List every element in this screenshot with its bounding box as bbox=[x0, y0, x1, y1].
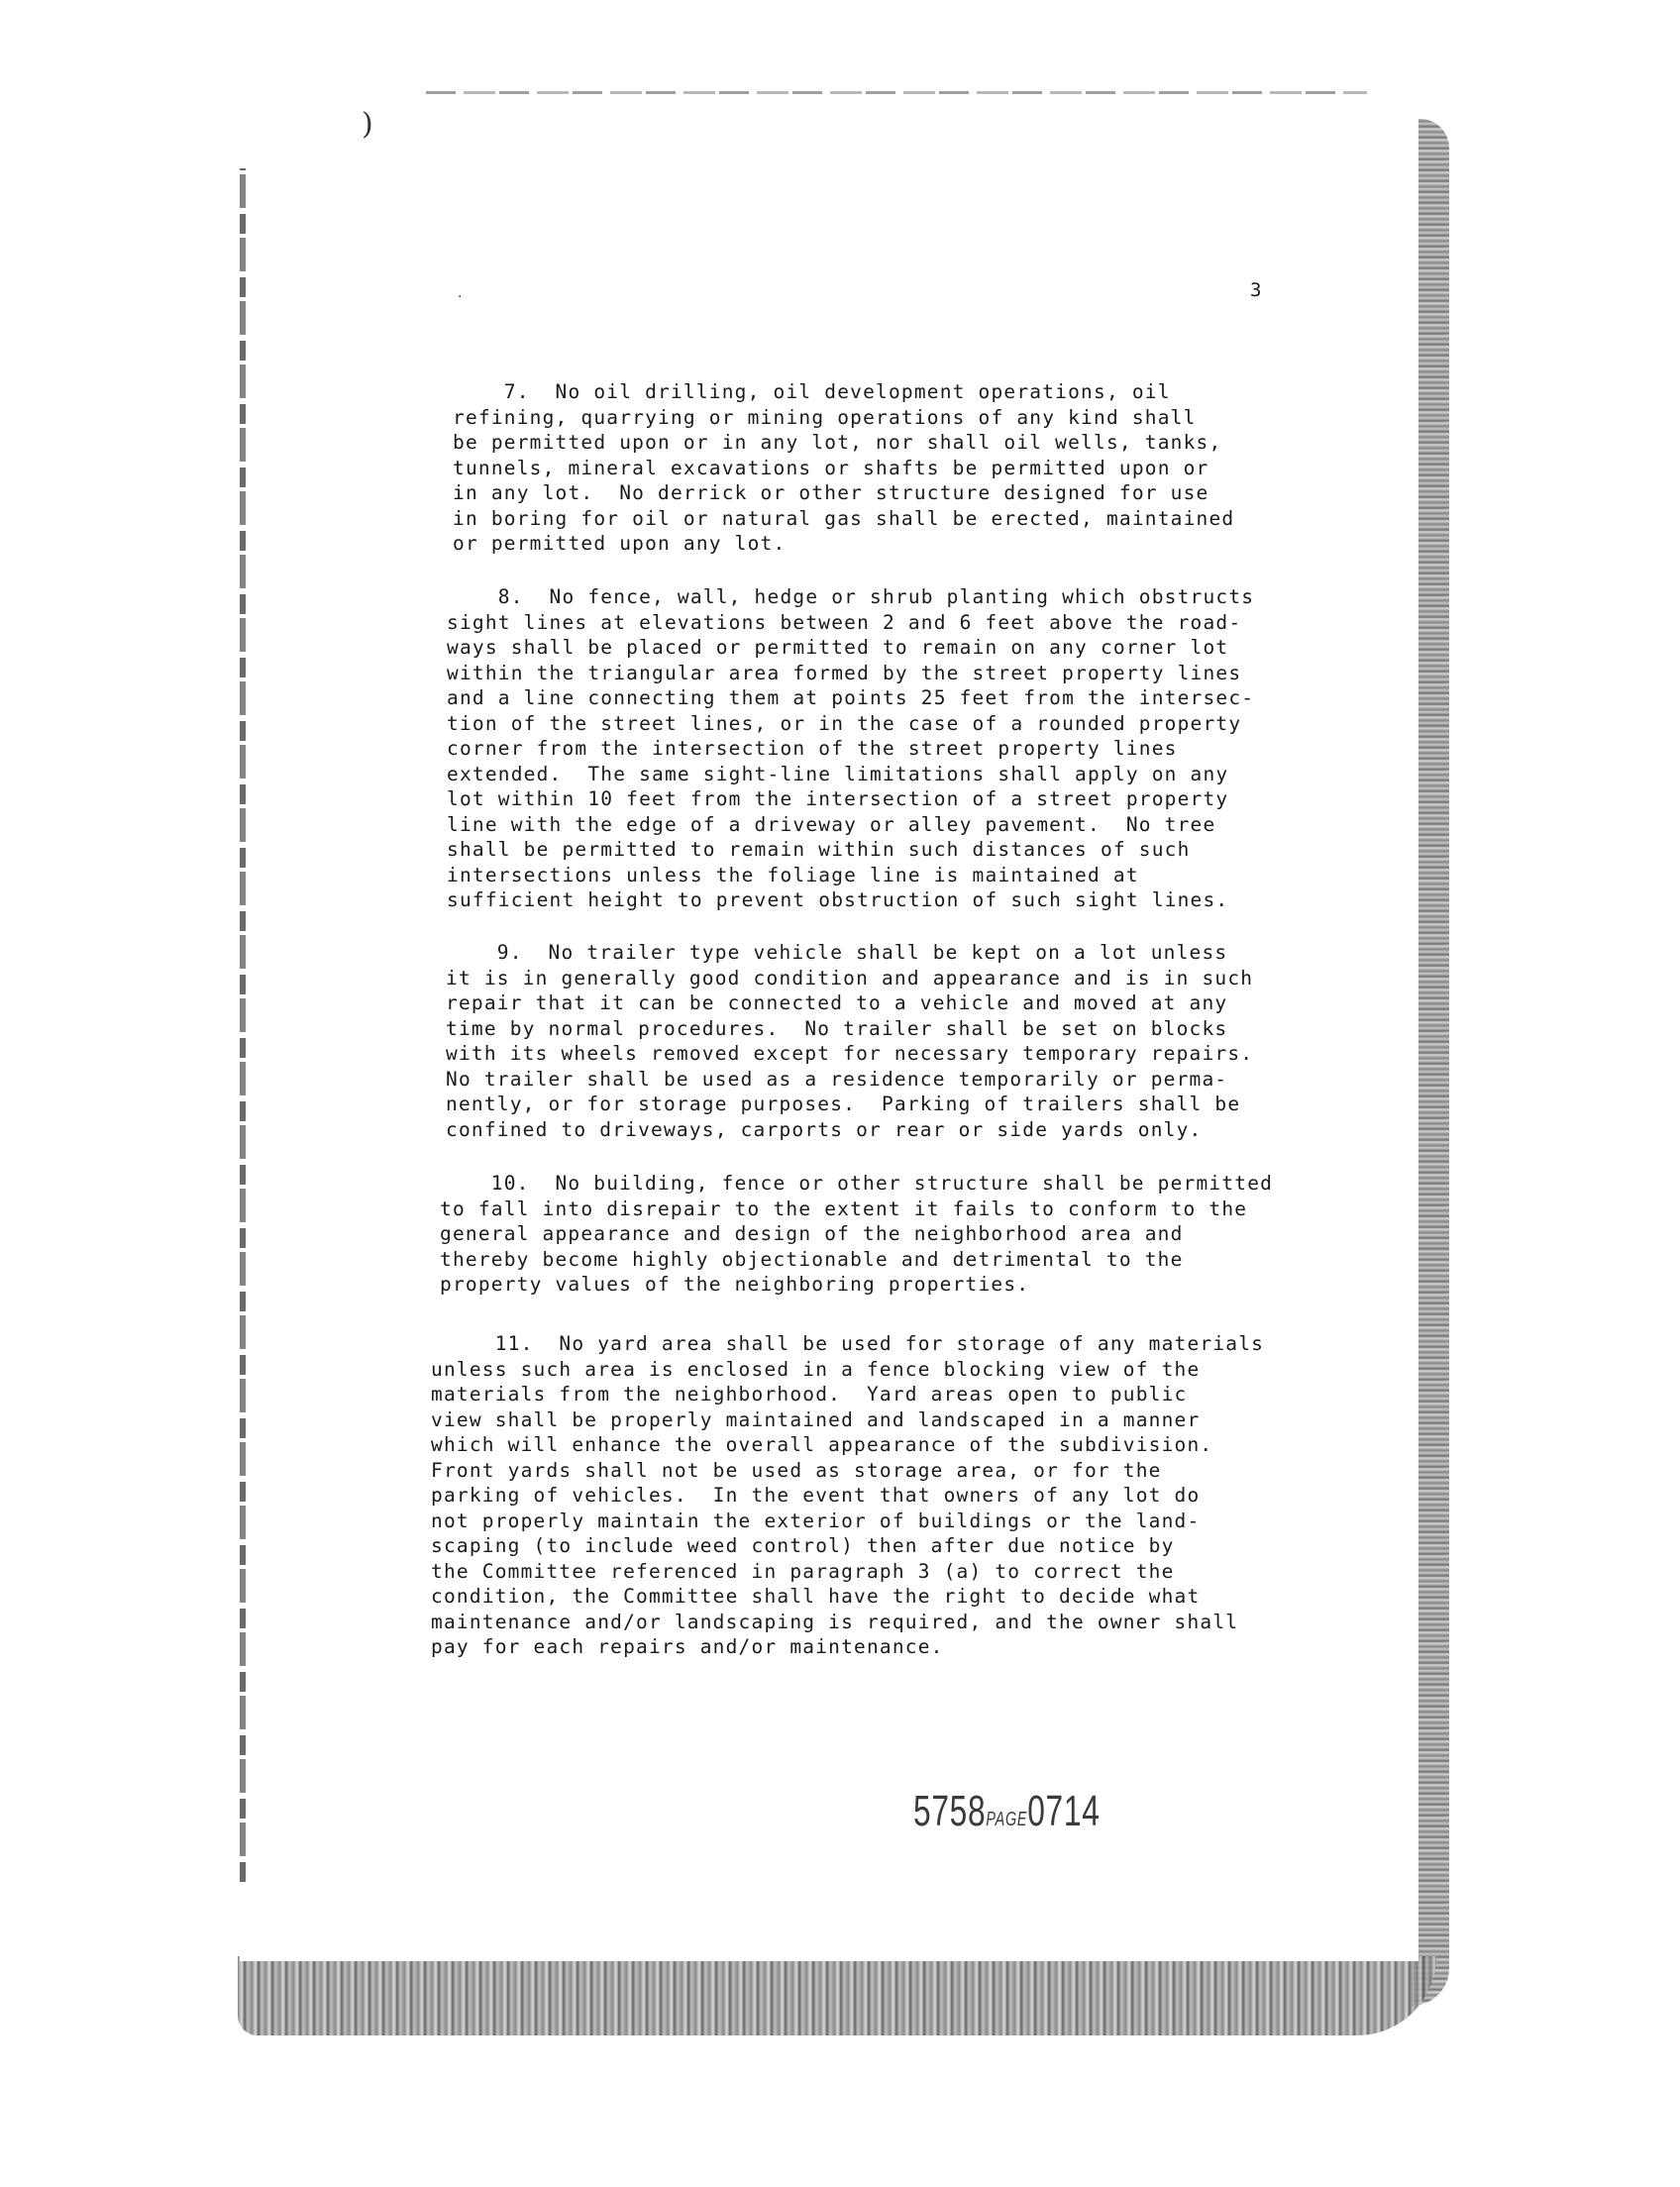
scan-edge-top bbox=[426, 91, 1367, 94]
clause-10: 10. No building, fence or other structure shall be permitted to fall into disrepair to the extent it fails to conform to the general appearance and design of the neighborhood area and thereby become highly objectionable and detrimental to the property values of the neighboring properties. bbox=[440, 1172, 1274, 1296]
scan-shadow-bottom bbox=[238, 1956, 1436, 2035]
stray-scan-mark: ) bbox=[362, 107, 373, 142]
clause-9: 9. No trailer type vehicle shall be kept on a lot unless it is in generally good condition and appearance and is in such repair that it can be connected to a vehicle and moved at any time by normal procedures. No trailer shall be set on blocks with its wheels removed except for necessary temporary repairs. No trailer shall be used as a residence temporarily or perma- nently, or for storage purposes. Parking of trailers shall be confined to driveways, carports or rear or side yards only. bbox=[446, 941, 1254, 1141]
page-number: 3 bbox=[1250, 279, 1263, 301]
clause-8: 8. No fence, wall, hedge or shrub planting which obstructs sight lines at elevations between 2 and 6 feet above the road- ways shall be placed or permitted to remain on any corner lot within the triangular area formed by the street property lines and a line connecting them at points 25 feet from the intersec- tion of the street lines, or in the case of a rounded property corner from the intersection of the street property lines extended. The same sight-line limitations shall apply on any lot within 10 feet from the intersection of a street property line with the edge of a driveway or alley pavement. No tree shall be permitted to remain within such distances of such intersections unless the foliage line is maintained at sufficient height to prevent obstruction of such sight lines. bbox=[447, 585, 1255, 911]
stamp-page-number: 0714 bbox=[1027, 1787, 1101, 1835]
book-page-stamp bbox=[913, 1787, 1101, 1836]
scan-edge-left bbox=[240, 168, 246, 1882]
stray-scan-dot: · bbox=[458, 289, 463, 305]
stamp-book-number: 5758 bbox=[913, 1787, 987, 1835]
clause-7: 7. No oil drilling, oil development operations, oil refining, quarrying or mining operations of any kind shall be permitted upon or in any lot, nor shall oil wells, tanks, tunnels, mineral excavations or shafts be permitted upon or in any lot. No derrick or other structure designed for use in boring for oil or natural gas shall be erected, maintained or permitted upon any lot. bbox=[453, 380, 1235, 555]
clause-11: 11. No yard area shall be used for storage of any materials unless such area is enclosed in a fence blocking view of the materials from the neighborhood. Yard areas open to public view shall be properly maintained and landscaped in a manner which will enhance the overall appearance of the subdivision. Front yards shall not be used as storage area, or for the parking of vehicles. In the event that owners of any lot do not properly maintain the exterior of buildings or the land- scaping (to include weed control) then after due notice by the Committee referenced in paragraph 3 (a) to correct the condition, the Committee shall have the right to decide what maintenance and/or landscaping is required, and the owner shall pay for each repairs and/or maintenance. bbox=[431, 1332, 1265, 1658]
stamp-page-label: PAGE bbox=[986, 1809, 1028, 1830]
